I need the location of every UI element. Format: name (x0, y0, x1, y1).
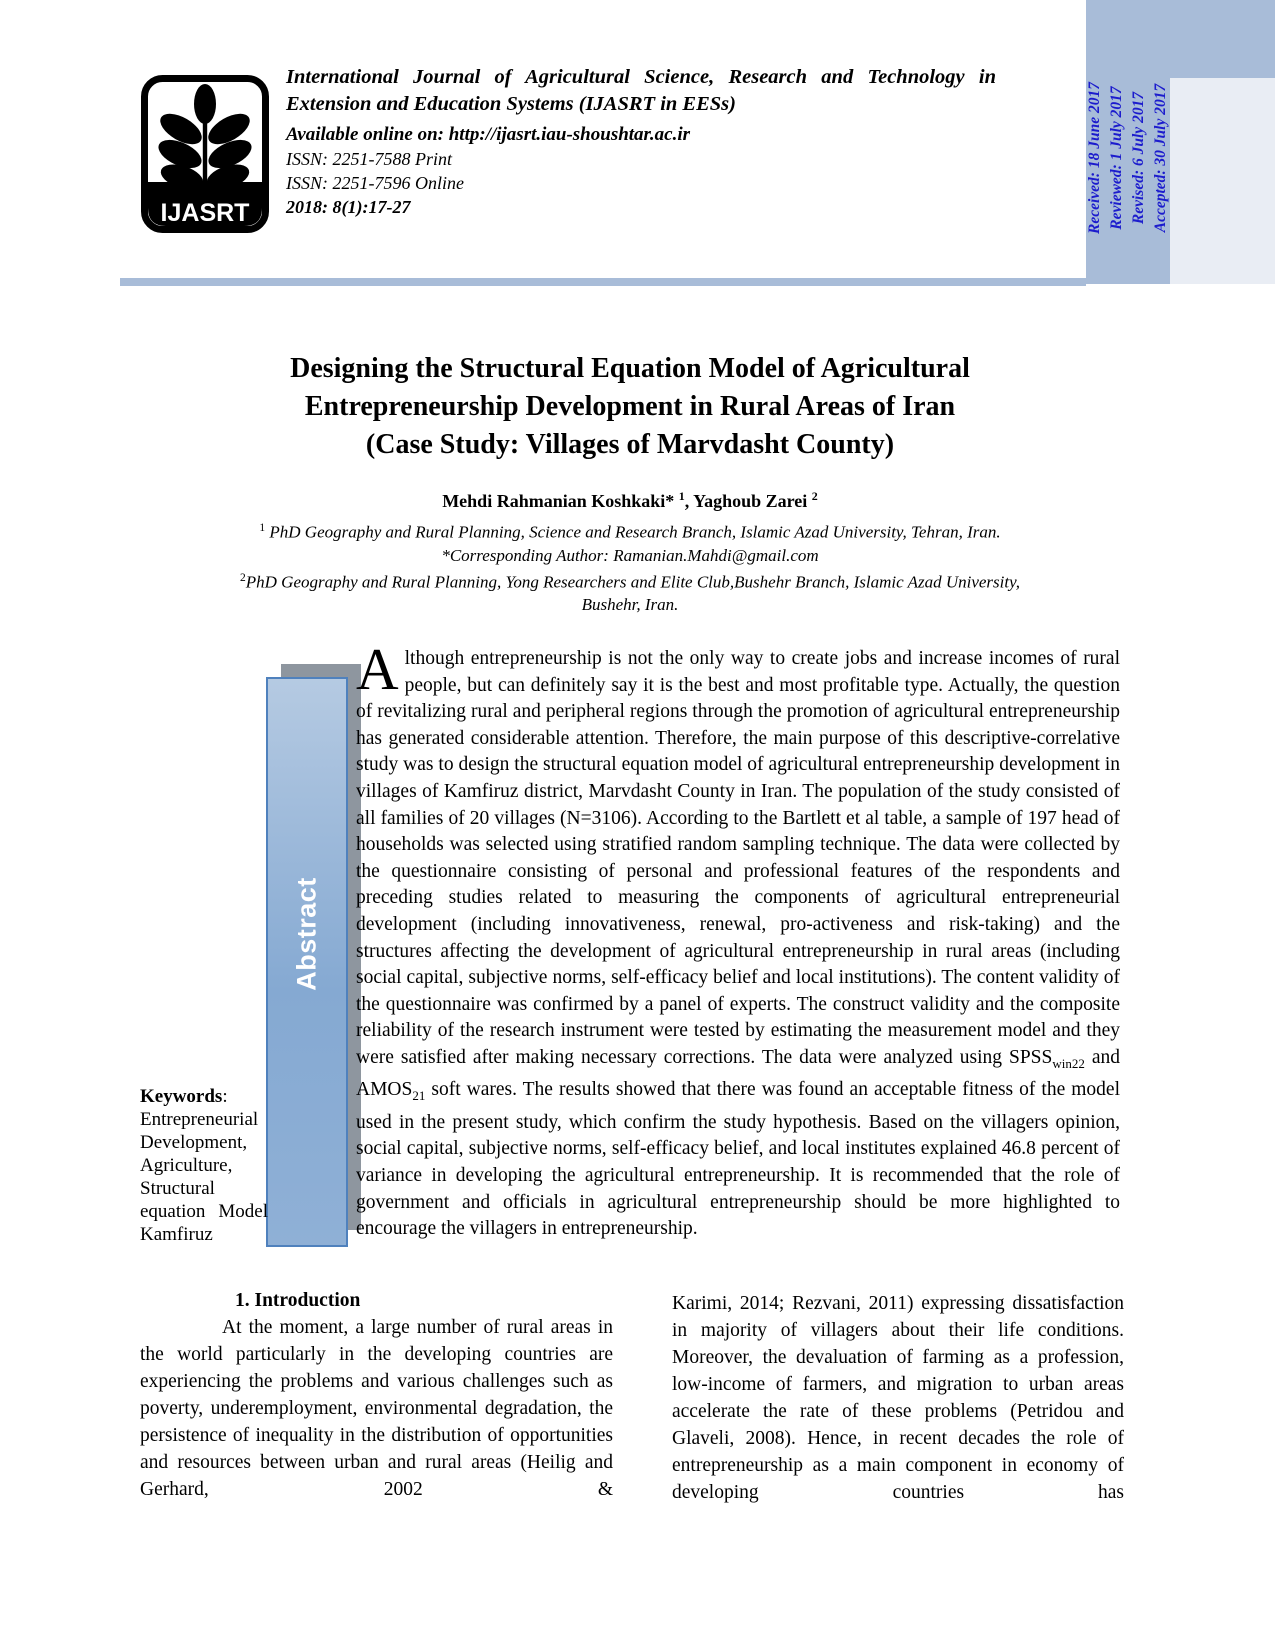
keywords-list: Entrepreneurial Development, Agriculture, Structural equation Model Kamfiruz (140, 1109, 268, 1245)
article-title (140, 350, 1120, 464)
section-heading-introduction: 1. Introduction (235, 1290, 361, 1311)
issue-info: 2018: 8(1):17-27 (286, 197, 411, 217)
authors-line (140, 489, 1120, 512)
top-right-inner-panel (1170, 78, 1275, 284)
abstract-box (266, 677, 348, 1247)
abstract-subscript-spss: win22 (1052, 1055, 1085, 1071)
author-2-superscript: 2 (811, 489, 818, 503)
affiliation-2-text: PhD Geography and Rural Planning, Yong Researchers and Elite Club,Bushehr Branch, Islamic Azad University, (245, 572, 1020, 592)
keywords-colon: : (222, 1086, 228, 1107)
abstract-body-2: and AMOS (356, 1046, 1121, 1101)
issn-online: ISSN: 2251-7596 Online (286, 173, 464, 193)
intro-right-column (672, 1290, 1124, 1506)
date-revised: Revised: 6 July 2017 (1130, 91, 1147, 225)
intro-paragraph-right: Karimi, 2014; Rezvani, 2011) expressing dissatisfaction in majority of villagers about their life conditions. Moreover, the devaluation of farming as a profession, low-income of farmers, and migration to urban areas accelerate the rate of these problems (Petridou and Glaveli, 2008). Hence, in recent decades the role of entrepreneurship as a main component in economy of developing countries has (672, 1293, 1124, 1503)
author-1-superscript: 1 (678, 489, 685, 503)
affiliation-2-superscript: 2 (240, 571, 246, 584)
affiliation-1 (140, 517, 1120, 544)
intro-left-column (140, 1290, 613, 1503)
journal-header (286, 64, 996, 219)
corresponding-author: *Corresponding Author: Ramanian.Mahdi@gmail.com (441, 545, 819, 565)
affiliation-2-continued: Bushehr, Iran. (581, 595, 679, 615)
article-title-line-1: Designing the Structural Equation Model of Agricultural (290, 353, 970, 384)
date-received: Received: 18 June 2017 (1086, 82, 1103, 234)
logo-wordmark: IJASRT (160, 199, 250, 227)
intro-paragraph-left: At the moment, a large number of rural areas in the world particularly in the developing countries are experiencing the problems and various challenges such as poverty, underemployment, environmental degradation, the persistence of inequality in the distribution of opportunities and resources between urban and rural areas (Heilig and Gerhard, 2002 & (140, 1317, 613, 1500)
author-1: Mehdi Rahmanian Koshkaki* (442, 491, 679, 511)
journal-title: International Journal of Agricultural Science, Research and Technology in Extension and Education Systems (IJASRT in EESs) (286, 66, 996, 115)
affiliation-1-text: PhD Geography and Rural Planning, Science and Research Branch, Islamic Azad University, Tehran, Iran. (265, 522, 1001, 542)
journal-logo (140, 74, 270, 234)
journal-availability-url: Available online on: http://ijasrt.iau-shoushtar.ac.ir (286, 124, 691, 145)
affiliation-1-superscript: 1 (259, 522, 266, 534)
affiliation-2 (140, 567, 1120, 594)
submission-dates (1084, 70, 1172, 246)
issn-print: ISSN: 2251-7588 Print (286, 149, 452, 169)
header-divider-bar (120, 278, 1086, 286)
author-2: , Yaghoub Zarei (684, 491, 812, 511)
keywords-label: Keywords (140, 1086, 223, 1107)
article-title-line-2: Entrepreneurship Development in Rural Areas of Iran (304, 391, 956, 422)
keywords-block (140, 1085, 268, 1246)
abstract-body-3: soft wares. The results showed that there was found an acceptable fitness of the model used in the present study, which confirm the study hypothesis. Based on the villagers opinion, social capital, subjective norms, self-efficacy belief, and local institutes explained 46.8 percent of variance in developing the agricultural entrepreneurship. It is recommended that the role of government and officials in agricultural entrepreneurship should be more highlighted to encourage the villagers in entrepreneurship. (356, 1079, 1120, 1240)
article-title-line-3: (Case Study: Villages of Marvdasht County) (365, 429, 895, 460)
affiliations (140, 517, 1120, 616)
abstract-label: Abstract (291, 876, 322, 991)
abstract-body-1: lthough entrepreneurship is not the only way to create jobs and increase incomes of rural people, but can definitely say it is the best and most profitable type. Actually, the question of revitalizing rural and peripheral regions through the promotion of agricultural entrepreneurship has generated considerable attention. Therefore, the main purpose of this descriptive-correlative study was to design the structural equation model of agricultural entrepreneurship development in villages of Kamfiruz district, Marvdasht County in Iran. The population of the study consisted of all families of 20 villages (N=3106). According to the Bartlett et al table, a sample of 197 head of households was selected using stratified random sampling technique. The data were collected by the questionnaire consisting of personal and professional features of the respondents and preceding studies related to measuring the components of agricultural entrepreneurial development (including innovativeness, renewal, pro-activeness and risk-taking) and the structures affecting the development of agricultural entrepreneurship in rural areas (including social capital, subjective norms, self-efficacy belief and local institutions). The content validity of the questionnaire was confirmed by a panel of experts. The construct validity and the composite reliability of the research instrument were tested by estimating the measurement model and they were satisfied after making necessary corrections. The data were analyzed using SPSS (356, 648, 1120, 1068)
logo-graphic (140, 74, 270, 234)
abstract-dropcap: A (356, 636, 399, 702)
abstract-subscript-amos: 21 (412, 1088, 426, 1104)
abstract-text (356, 636, 1121, 1243)
date-accepted: Accepted: 30 July 2017 (1152, 83, 1169, 233)
date-reviewed: Reviewed: 1 July 2017 (1108, 86, 1125, 230)
